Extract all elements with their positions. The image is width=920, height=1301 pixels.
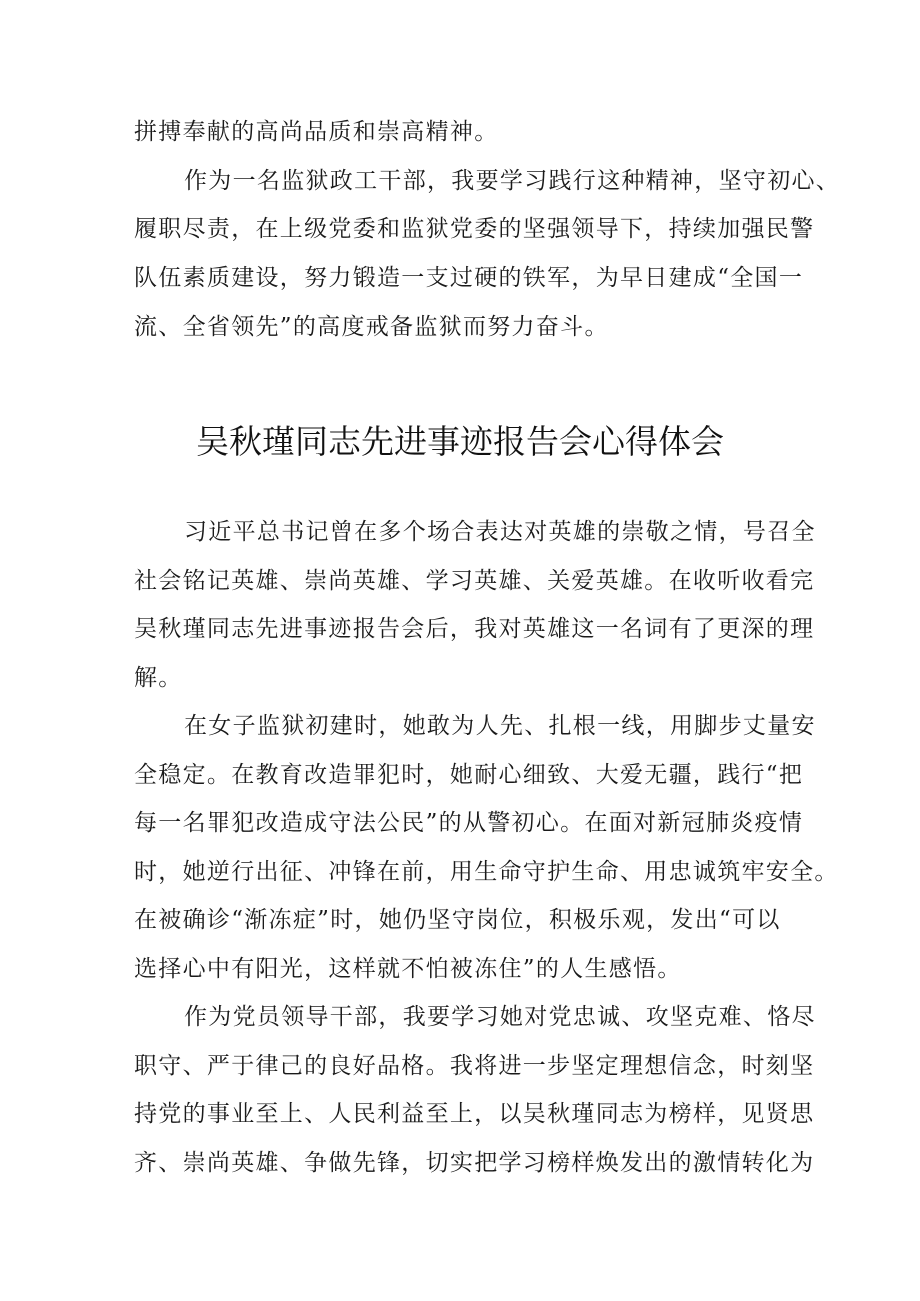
text-line: 在女子监狱初建时，她敢为人先、扎根一线，用脚步丈量安: [184, 713, 816, 739]
text-line: 习近平总书记曾在多个场合表达对英雄的崇敬之情，号召全: [184, 519, 816, 545]
text-line: 选择心中有阳光，这样就不怕被冻住”的人生感悟。: [134, 956, 682, 982]
text-line: 全稳定。在教育改造罪犯时，她耐心细致、大爱无疆，践行“把: [134, 762, 804, 788]
text-line: 作为党员领导干部，我要学习她对党忠诚、攻坚克难、恪尽: [184, 1004, 816, 1030]
text-line: 在被确诊“渐冻症”时，她仍坚守岗位，积极乐观，发出“可以: [134, 907, 781, 933]
text-line: 履职尽责，在上级党委和监狱党委的坚强领导下，持续加强民警: [134, 216, 815, 242]
text-line: 解。: [134, 665, 183, 691]
text-line: 齐、崇尚英雄、争做先锋，切实把学习榜样焕发出的激情转化为: [134, 1150, 815, 1176]
text-line: 时，她逆行出征、冲锋在前，用生命守护生命、用忠诚筑牢安全。: [134, 859, 839, 885]
text-line: 拼搏奉献的高尚品质和崇高精神。: [134, 119, 499, 145]
text-line: 吴秋瑾同志先进事迹报告会后，我对英雄这一名词有了更深的理: [134, 616, 815, 642]
text-line: 队伍素质建设，努力锻造一支过硬的铁军，为早日建成“全国一: [134, 265, 804, 291]
text-line: 作为一名监狱政工干部，我要学习践行这种精神，坚守初心、: [184, 168, 841, 194]
text-line: 社会铭记英雄、崇尚英雄、学习英雄、关爱英雄。在收听收看完: [134, 568, 815, 594]
text-line: 持党的事业至上、人民利益至上，以吴秋瑾同志为榜样，见贤思: [134, 1101, 815, 1127]
text-line: 每一名罪犯改造成守法公民”的从警初心。在面对新冠肺炎疫情: [134, 810, 804, 836]
article-title: 吴秋瑾同志先进事迹报告会心得体会: [196, 422, 724, 461]
text-line: 职守、严于律己的良好品格。我将进一步坚定理想信念，时刻坚: [134, 1053, 815, 1079]
text-line: 流、全省领先”的高度戒备监狱而努力奋斗。: [134, 314, 609, 340]
